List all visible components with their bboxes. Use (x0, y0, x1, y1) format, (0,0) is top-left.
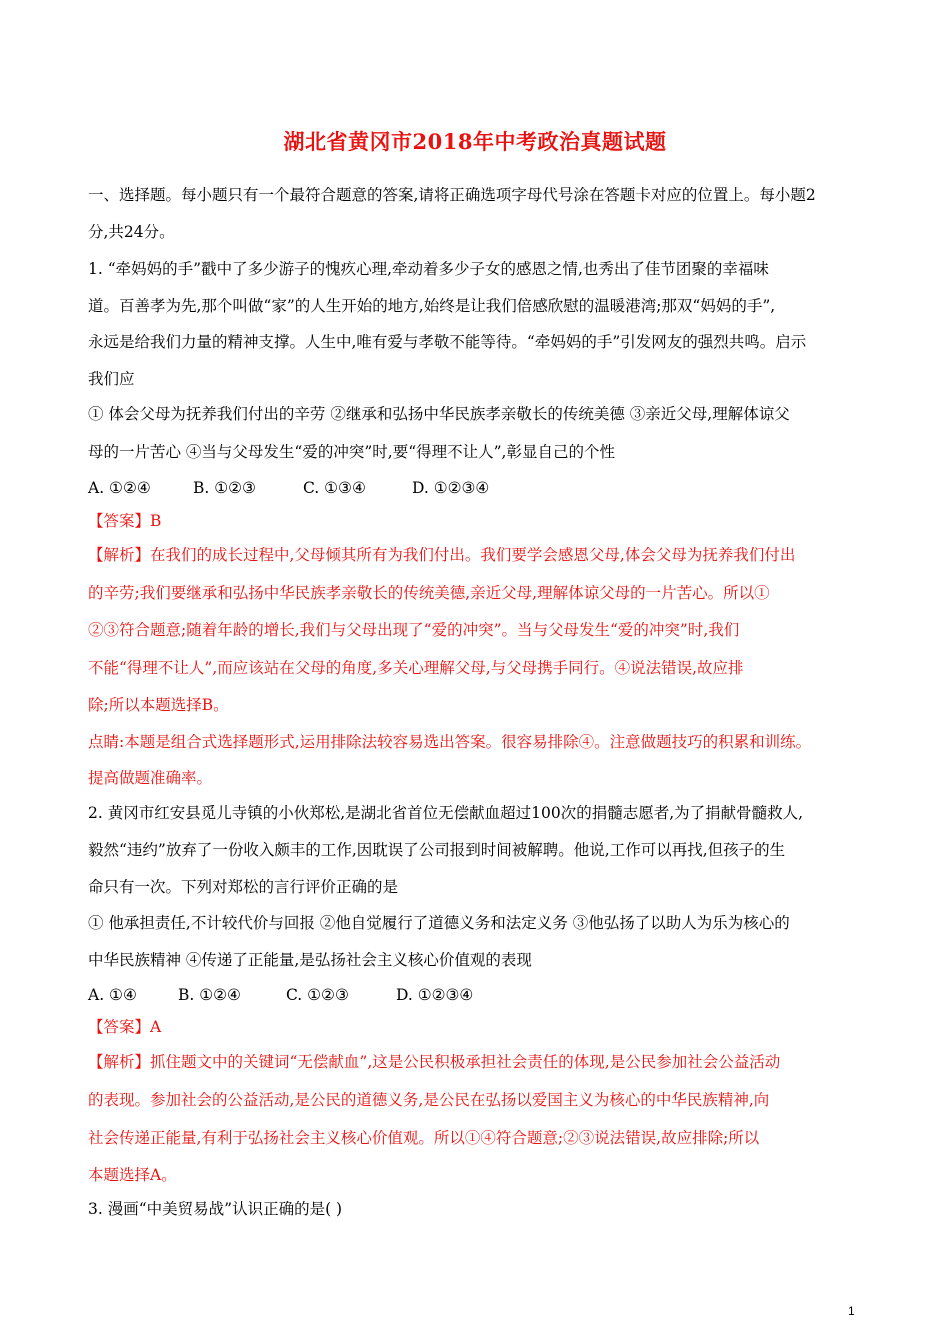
q1-stem-line-4: 我们应 (88, 370, 135, 388)
q2-analysis-line-3: 社会传递正能量,有利于弘扬社会主义核心价值观。所以①④符合题意;②③说法错误,故应排除;所以 (88, 1129, 760, 1147)
q2-option-a: A. ①④ (88, 986, 137, 1004)
q2-answer: 【答案】A (88, 1018, 162, 1036)
q1-tip-line-2: 提高做题准确率。 (88, 769, 213, 787)
q1-items-line-2: 母的一片苦心 ④当与父母发生“爱的冲突”时,要“得理不让人”,彰显自己的个性 (88, 443, 615, 461)
page-title: 湖北省黄冈市2018年中考政治真题试题 (283, 129, 667, 154)
section-instruction-line-1: 一、选择题。每小题只有一个最符合题意的答案,请将正确选项字母代号涂在答题卡对应的位置上。每小题2 (88, 186, 816, 204)
q1-analysis-line-1: 【解析】在我们的成长过程中,父母倾其所有为我们付出。我们要学会感恩父母,体会父母为抚养我们付出 (88, 546, 796, 564)
q2-stem-line-3: 命只有一次。下列对郑松的言行评价正确的是 (88, 878, 399, 896)
q1-option-d: D. ①②③④ (412, 479, 490, 497)
q1-tip-line-1: 点睛:本题是组合式选择题形式,运用排除法较容易选出答案。很容易排除④。注意做题技巧的积累和训练。 (88, 733, 812, 751)
q1-analysis-line-4: 不能“得理不让人”,而应该站在父母的角度,多关心理解父母,与父母携手同行。④说法错误,故应排 (88, 659, 744, 677)
q2-analysis-line-2: 的表现。参加社会的公益活动,是公民的道德义务,是公民在弘扬以爱国主义为核心的中华民族精神,向 (88, 1091, 770, 1109)
section-instruction-line-2: 分,共24分。 (88, 223, 175, 241)
q2-option-d: D. ①②③④ (396, 986, 474, 1004)
page-number: 1 (848, 1304, 855, 1318)
q1-stem-line-1: 1. “牵妈妈的手”戳中了多少游子的愧疚心理,牵动着多少子女的感恩之情,也秀出了佳节团聚的幸福味 (88, 260, 769, 278)
q1-analysis-line-2: 的辛劳;我们要继承和弘扬中华民族孝亲敬长的传统美德,亲近父母,理解体谅父母的一片苦心。所以① (88, 584, 770, 602)
q1-option-c: C. ①③④ (303, 479, 366, 497)
q1-items-line-1: ① 体会父母为抚养我们付出的辛劳 ②继承和弘扬中华民族孝亲敬长的传统美德 ③亲近父母,理解体谅父 (88, 405, 790, 423)
q1-stem-line-2: 道。百善孝为先,那个叫做“家”的人生开始的地方,始终是让我们倍感欣慰的温暖港湾;那双“妈妈的手”, (88, 297, 776, 315)
q1-option-b: B. ①②③ (193, 479, 256, 497)
q1-stem-line-3: 永远是给我们力量的精神支撑。人生中,唯有爱与孝敬不能等待。“牵妈妈的手”引发网友的强烈共鸣。启示 (88, 333, 807, 351)
q2-analysis-line-4: 本题选择A。 (88, 1166, 177, 1184)
q1-option-a: A. ①②④ (88, 479, 151, 497)
q2-analysis-line-1: 【解析】抓住题文中的关键词“无偿献血”,这是公民积极承担社会责任的体现,是公民参加社会公益活动 (88, 1053, 781, 1071)
q1-answer: 【答案】B (88, 512, 162, 530)
q1-analysis-line-3: ②③符合题意;随着年龄的增长,我们与父母出现了“爱的冲突”。当与父母发生“爱的冲突”时,我们 (88, 621, 740, 639)
q2-items-line-2: 中华民族精神 ④传递了正能量,是弘扬社会主义核心价值观的表现 (88, 951, 532, 969)
q2-option-b: B. ①②④ (178, 986, 241, 1004)
q2-option-c: C. ①②③ (286, 986, 349, 1004)
q3-stem: 3. 漫画“中美贸易战”认识正确的是( ) (88, 1200, 343, 1218)
q1-analysis-line-5: 除;所以本题选择B。 (88, 696, 229, 714)
q2-items-line-1: ① 他承担责任,不计较代价与回报 ②他自觉履行了道德义务和法定义务 ③他弘扬了以助人为乐为核心的 (88, 914, 790, 932)
q2-stem-line-2: 毅然“违约”放弃了一份收入颇丰的工作,因耽误了公司报到时间被解聘。他说,工作可以再找,但孩子的生 (88, 841, 786, 859)
q2-stem-line-1: 2. 黄冈市红安县觅儿寺镇的小伙郑松,是湖北省首位无偿献血超过100次的捐髓志愿者,为了捐献骨髓救人, (88, 804, 804, 822)
